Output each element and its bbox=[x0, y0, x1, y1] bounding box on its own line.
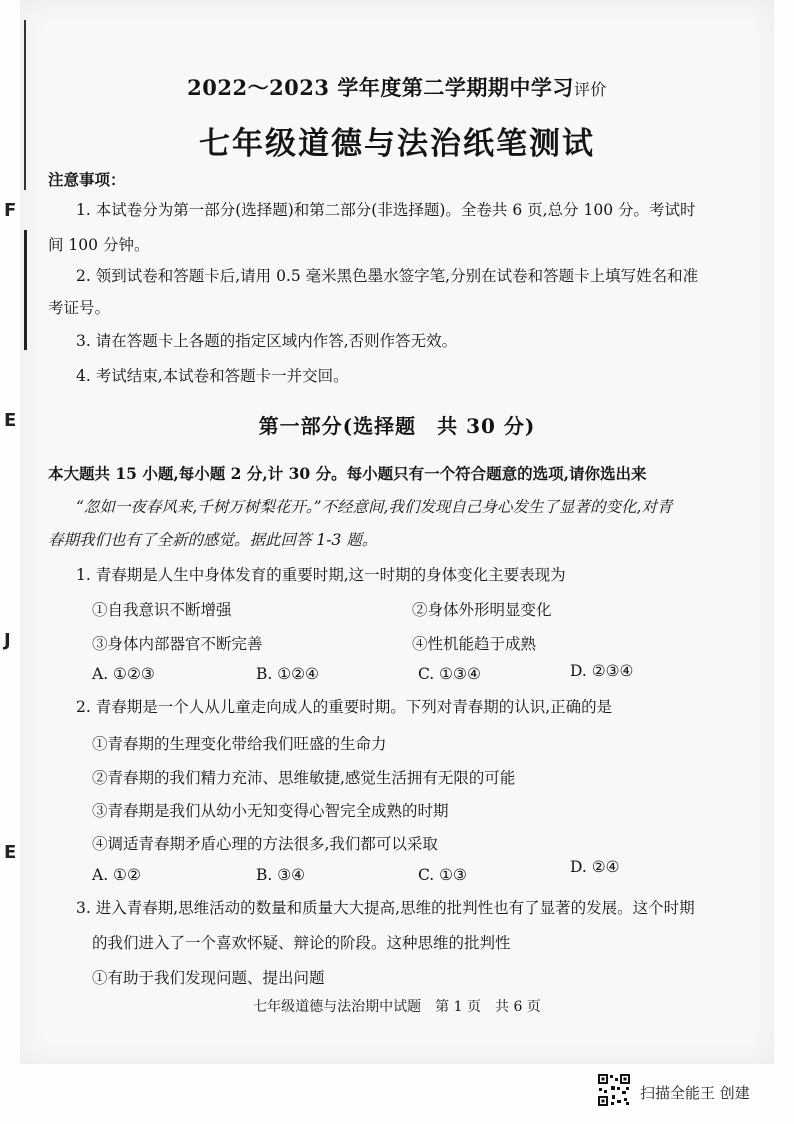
exam-term-title-main: 2022～2023 学年度第二学期期中学习 bbox=[187, 75, 574, 100]
left-edge-line bbox=[24, 20, 26, 190]
question-2-statement-4: ④调适青春期矛盾心理的方法很多,我们都可以采取 bbox=[92, 835, 438, 853]
question-2-option-b: B. ③④ bbox=[256, 866, 306, 884]
edge-mark-1: F bbox=[4, 200, 17, 221]
question-2-option-a: A. ①② bbox=[92, 866, 141, 884]
exam-term-title bbox=[0, 72, 794, 102]
question-1-option-c: C. ①③④ bbox=[418, 665, 481, 683]
scanner-watermark: 扫描全能王 创建 bbox=[640, 1084, 750, 1102]
question-2-option-c: C. ①③ bbox=[418, 866, 467, 884]
exam-subject-title: 七年级道德与法治纸笔测试 bbox=[199, 126, 595, 162]
question-1-statement-2: ②身体外形明显变化 bbox=[412, 601, 552, 619]
question-2-statement-1: ①青春期的生理变化带给我们旺盛的生命力 bbox=[92, 735, 387, 753]
question-1-statement-1: ①自我意识不断增强 bbox=[92, 601, 232, 619]
question-1-option-d: D. ②③④ bbox=[570, 662, 634, 680]
question-1-option-a: A. ①②③ bbox=[92, 665, 155, 683]
notice-item-1-line-2: 间 100 分钟。 bbox=[48, 236, 150, 254]
edge-mark-2: E bbox=[4, 410, 17, 431]
notice-item-3: 3. 请在答题卡上各题的指定区域内作答,否则作答无效。 bbox=[76, 332, 458, 350]
notice-heading: 注意事项： bbox=[48, 170, 126, 189]
edge-mark-4: E bbox=[4, 842, 17, 863]
question-3-stem-line-2: 的我们进入了一个喜欢怀疑、辩论的阶段。这种思维的批判性 bbox=[92, 934, 511, 952]
page-footer: 七年级道德与法治期中试题 第 1 页 共 6 页 bbox=[253, 999, 541, 1015]
question-3-statement-1: ①有助于我们发现问题、提出问题 bbox=[92, 969, 325, 987]
question-2-stem: 2. 青春期是一个人从儿童走向成人的重要时期。下列对青春期的认识,正确的是 bbox=[76, 698, 613, 716]
notice-item-2-line-2: 考证号。 bbox=[48, 299, 111, 317]
question-1-statement-3: ③身体内部器官不断完善 bbox=[92, 635, 263, 653]
question-2-statement-2: ②青春期的我们精力充沛、思维敏捷,感觉生活拥有无限的可能 bbox=[92, 769, 516, 787]
material-line-1: “忽如一夜春风来,千树万树梨花开。”不经意间,我们发现自己身心发生了显著的变化,对青 bbox=[76, 498, 673, 516]
notice-item-2-line-1: 2. 领到试卷和答题卡后,请用 0.5 毫米黑色墨水签字笔,分别在试卷和答题卡上填写姓名和准 bbox=[76, 267, 699, 285]
question-2-option-d: D. ②④ bbox=[570, 858, 620, 876]
question-3-stem-line-1: 3. 进入青春期,思维活动的数量和质量大大提高,思维的批判性也有了显著的发展。这个时期 bbox=[76, 899, 695, 917]
edge-mark-3: J bbox=[4, 630, 11, 651]
left-edge-bar bbox=[24, 230, 27, 350]
question-1-stem: 1. 青春期是人生中身体发育的重要时期,这一时期的身体变化主要表现为 bbox=[76, 566, 566, 584]
question-1-option-b: B. ①②④ bbox=[256, 665, 319, 683]
part-one-instructions: 本大题共 15 小题,每小题 2 分,计 30 分。每小题只有一个符合题意的选项,请你选出来 bbox=[48, 464, 647, 483]
notice-item-1-line-1: 1. 本试卷分为第一部分(选择题)和第二部分(非选择题)。全卷共 6 页,总分 100 分。考试时 bbox=[76, 201, 696, 219]
question-1-statement-4: ④性机能趋于成熟 bbox=[412, 635, 537, 653]
exam-term-title-tail: 评价 bbox=[573, 80, 607, 99]
material-line-2: 春期我们也有了全新的感觉。据此回答 1-3 题。 bbox=[48, 531, 378, 549]
qr-code-icon bbox=[597, 1073, 631, 1107]
part-one-heading: 第一部分(选择题 共 30 分) bbox=[258, 414, 536, 438]
notice-item-4: 4. 考试结束,本试卷和答题卡一并交回。 bbox=[76, 367, 349, 385]
question-2-statement-3: ③青春期是我们从幼小无知变得心智完全成熟的时期 bbox=[92, 802, 449, 820]
